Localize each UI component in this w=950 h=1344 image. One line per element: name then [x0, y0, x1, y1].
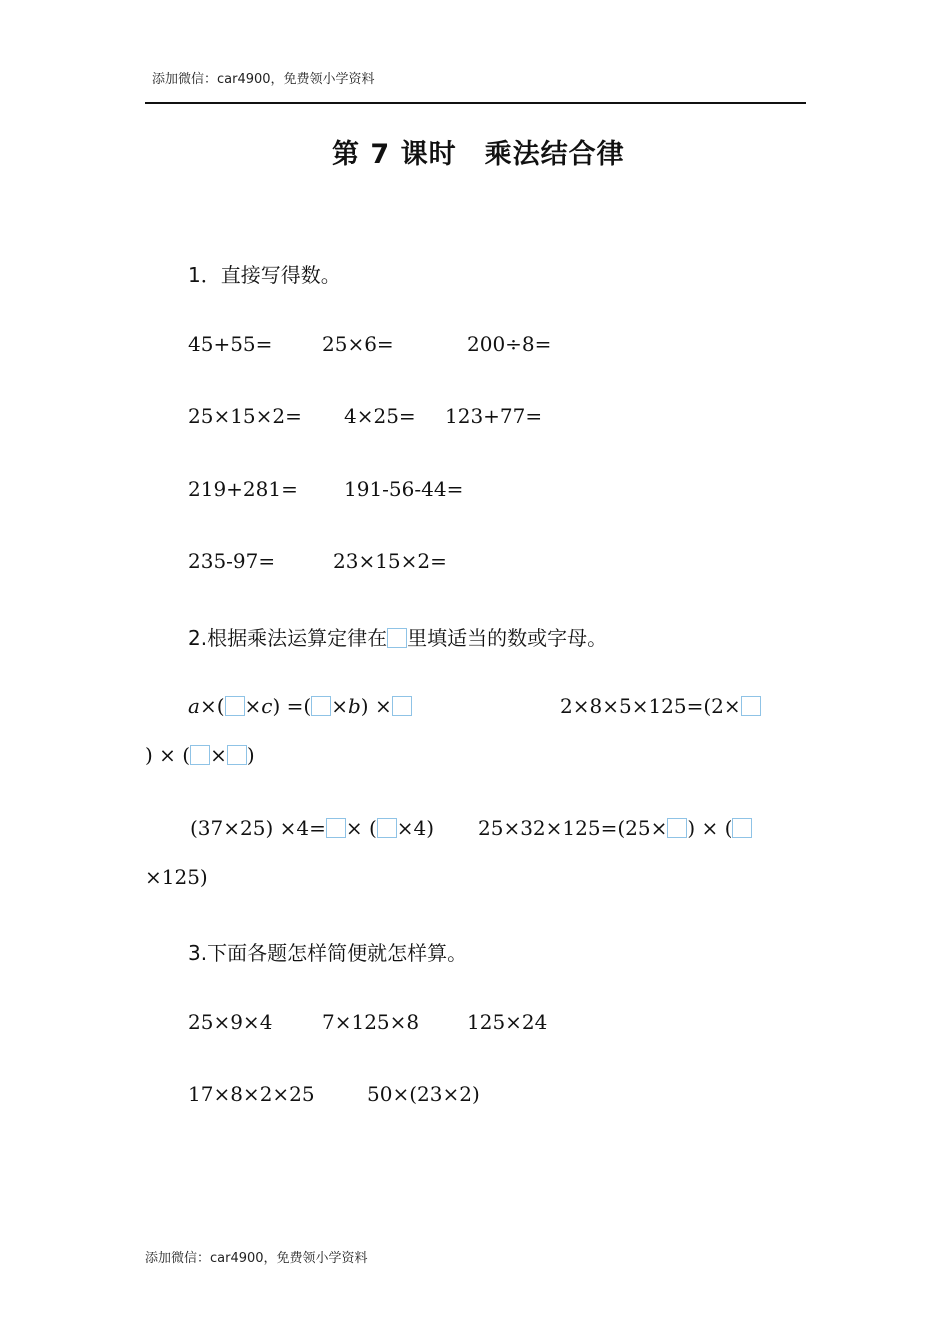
- q2-expression-2: [560, 694, 761, 718]
- footer-watermark-text: 添加微信：car4900，免费领小学资料: [145, 1251, 368, 1266]
- q1-item: 191-56-44=: [344, 477, 464, 501]
- var-c: c: [261, 694, 273, 718]
- answer-box[interactable]: [326, 818, 346, 838]
- q1-item: 200÷8=: [467, 332, 552, 356]
- answer-box[interactable]: [190, 745, 210, 765]
- answer-box[interactable]: [227, 745, 247, 765]
- expr-text: ) × (: [687, 816, 733, 840]
- expr-text: ×4): [396, 816, 435, 840]
- q1-item: 123+77=: [445, 404, 543, 428]
- q2-expression-1: [188, 694, 412, 718]
- answer-box[interactable]: [225, 696, 245, 716]
- var-a: a: [188, 694, 200, 718]
- q2-expression-4: [478, 816, 752, 840]
- var-b: b: [347, 694, 361, 718]
- expr-text: ): [246, 743, 255, 767]
- q2-expression-4-continued: ×125): [145, 865, 208, 889]
- expr-text: ×: [244, 694, 262, 718]
- q2-heading: [188, 622, 607, 651]
- answer-box[interactable]: [377, 818, 397, 838]
- q1-item: 45+55=: [188, 332, 273, 356]
- q2-expression-2-continued: [145, 743, 255, 767]
- expr-text: ) × (: [145, 743, 191, 767]
- answer-box[interactable]: [667, 818, 687, 838]
- q1-item: 219+281=: [188, 477, 298, 501]
- q3-item: 125×24: [467, 1010, 548, 1034]
- header-watermark-text: 添加微信：car4900，免费领小学资料: [152, 72, 375, 87]
- page-title: 第 7 课时 乘法结合律: [332, 139, 625, 170]
- expr-text: ×(: [199, 694, 225, 718]
- q1-heading: 1．直接写得数。: [188, 263, 341, 287]
- expr-text: ) =(: [272, 694, 312, 718]
- expr-text: ×: [331, 694, 348, 718]
- answer-box-icon: [387, 628, 407, 648]
- q1-item: 23×15×2=: [333, 549, 447, 573]
- expr-text: 25×32×125=(25×: [478, 816, 668, 840]
- expr-text: × (: [345, 816, 377, 840]
- q3-item: 50×(23×2): [367, 1082, 480, 1106]
- answer-box[interactable]: [311, 696, 331, 716]
- q2-heading-part2: 里填适当的数或字母。: [407, 626, 608, 650]
- expr-text: ×: [210, 743, 227, 767]
- q3-item: 25×9×4: [188, 1010, 273, 1034]
- q3-heading: 3.下面各题怎样简便就怎样算。: [188, 941, 468, 965]
- expr-text: 2×8×5×125=(2×: [560, 694, 741, 718]
- header-rule: [145, 102, 806, 104]
- q1-item: 25×6=: [322, 332, 394, 356]
- answer-box[interactable]: [392, 696, 412, 716]
- q1-item: 4×25=: [344, 404, 416, 428]
- answer-box[interactable]: [732, 818, 752, 838]
- expr-text: (37×25) ×4=: [190, 816, 326, 840]
- q3-item: 7×125×8: [322, 1010, 420, 1034]
- q2-heading-part1: 2.根据乘法运算定律在: [188, 626, 388, 650]
- q1-item: 235-97=: [188, 549, 276, 573]
- q1-item: 25×15×2=: [188, 404, 302, 428]
- q2-expression-3: [190, 816, 434, 840]
- answer-box[interactable]: [741, 696, 761, 716]
- q3-item: 17×8×2×25: [188, 1082, 315, 1106]
- expr-text: ) ×: [360, 694, 392, 718]
